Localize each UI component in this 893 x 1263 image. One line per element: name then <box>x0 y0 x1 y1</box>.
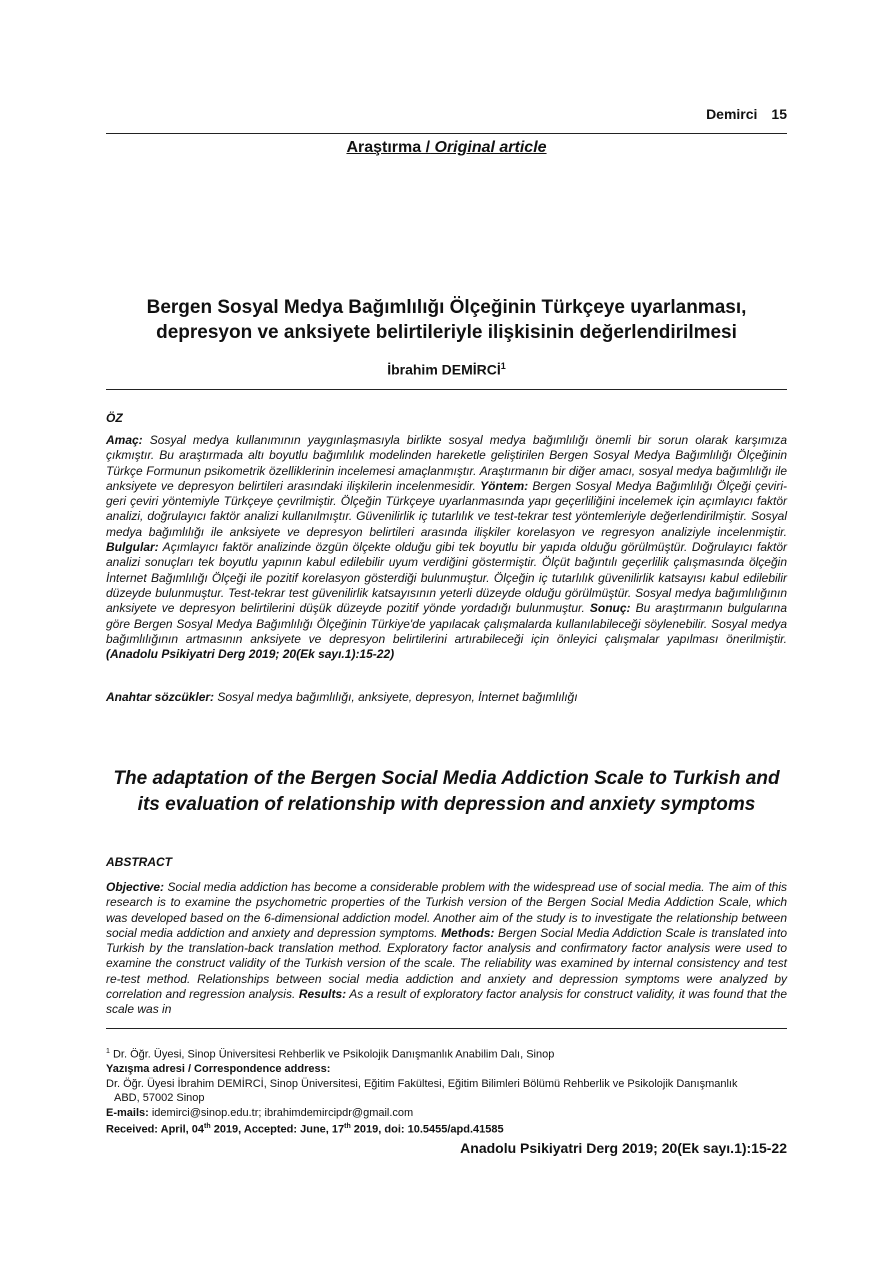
accepted-sup: th <box>344 1123 351 1131</box>
citation-tr: (Anadolu Psikiyatri Derg 2019; 20(Ek sayı.1):15-22) <box>106 647 395 662</box>
emails-label: E-mails: <box>106 1106 149 1119</box>
title-english: The adaptation of the Bergen Social Media Addiction Scale to Turkish and its evaluation of relationship with depression and anxiety symptoms <box>113 768 780 815</box>
bulgular-text: Açımlayıcı faktör analizinde özgün ölçekte olduğu gibi tek boyutlu bir yapıda olduğu görülmüştür. Doğrulayıcı faktör analizi sonuçları tek boyutlu yapının kabul edilebilir uyum verdiğini göstermiştir. Ölçüt bağıntılı geçerlilik çalışmasında ölçeğin İnternet Bağımlılığı Ölçeği ile pozitif korelasyon gösterdiği bulunmuştur. Ölçeğin iç tutarlılık güvenilirlik katsayısı kabul edilebilir düzeyde bulunmuştur. Test-tekrar test güvenilirlik katsayısının yeterli düzeyde olduğu görülmüştür. Sosyal medya bağımlılığının anksiyete ve depresyon belirtilerini düşük düzeyde pozitif yönde yordadığı bulunmuştur. <box>106 540 787 616</box>
yontem-text: Bergen Sosyal Medya Bağımlılığı Ölçeği çeviri-geri çeviri yöntemiyle Türkçeye çevrilmiştir. Ölçeğin Türkçeye uyarlanmasında yapı geçerliliğini incelemek için açımlayıcı faktör analizi, doğrulayıcı faktör analizi kullanılmıştır. Güvenilirlik iç tutarlılık ve test-tekrar test yöntemleriyle değerlendirilmiştir. Sosyal medya bağımlılığı ile anksiyete ve depresyon belirtileri arasında ilişkiler korelasyon ve regresyon analiziyle incelenmiştir. <box>106 478 788 539</box>
received-sup: th <box>204 1123 211 1131</box>
sonuc-text: Bu araştırmanın bulgularına göre Bergen Sosyal Medya Bağımlılığı Ölçeğinin Türkiye'de yapılacak çalışmalarda kullanılabileceği söylenebilir. Sosyal medya bağımlılığının artmasının anksiyete ve depresyon belirtilerini artırabileceği için önleyici çalışmalar yapılması önerilmiştir. <box>106 601 787 646</box>
oz-heading: ÖZ <box>106 411 123 425</box>
results-label: Results: <box>298 987 347 1002</box>
correspondence-label: Yazışma adresi / Correspondence address: <box>106 1063 331 1076</box>
emails-text: idemirci@sinop.edu.tr; ibrahimdemircipdr@gmail.com <box>148 1106 414 1119</box>
footnote-affiliation <box>106 1045 787 1062</box>
sonuc-label: Sonuç: <box>589 601 631 616</box>
received-label: Received: April, 04 <box>106 1123 205 1136</box>
amac-text: Sosyal medya kullanımının yaygınlaşmasıyla birlikte sosyal medya bağımlılığı önemli bir sorun olarak karşımıza çıkmıştır. Bu araştırmada altı boyutlu bağımlılık modelinden hareketle geliştirilen Bergen Sosyal Medya Bağımlılığı Ölçeğinin Türkçe Formunun psikometrik özelliklerinin incelemesi amaçlanmıştır. Araştırmanın bir diğer amacı, sosyal medya bağımlılığı ile anksiyete ve depresyon belirtileri arasındaki ilişkilerin incelenmesidir. <box>106 433 787 493</box>
results-text: As a result of exploratory factor analysis for construct validity, it was found that the scale was in <box>106 987 787 1017</box>
keywords-label: Anahtar sözcükler: <box>106 690 215 704</box>
keywords-turkish <box>106 690 787 704</box>
amac-label: Amaç: <box>106 433 143 447</box>
methods-text: Bergen Social Media Addiction Scale is translated into Turkish by the translation-back translation method. Exploratory factor analysis and confirmatory factor analysis were used to examine the construct validity of the Turkish version of the scale. The reliability was examined by internal consistency and test re-test method. Relationships between social media addiction and anxiety and depression symptoms were analyzed by correlation and regression analysis. <box>106 925 787 1002</box>
header-rule <box>106 133 787 134</box>
footnotes <box>106 1045 787 1137</box>
bulgular-label: Bulgular: <box>106 540 159 555</box>
objective-text: Social media addiction has become a considerable problem with the widespread use of social media. The aim of this research is to examine the psychometric properties of the Turkish version of the Bergen Social Media Addiction Scale, which was developed based on the 6-dimensional addiction model. Another aim of the study is to investigate the relationship between social media addiction and anxiety and depression symptoms. <box>106 880 787 940</box>
author-affiliation-mark: 1 <box>500 361 506 371</box>
footnote-affiliation-text: Dr. Öğr. Üyesi, Sinop Üniversitesi Rehberlik ve Psikolojik Danışmanlık Anabilim Dalı, Sinop <box>109 1048 555 1061</box>
objective-label: Objective: <box>106 880 165 894</box>
received-accepted-line <box>106 1120 787 1137</box>
abstract-turkish <box>106 433 787 662</box>
article-type-tr: Araştırma / <box>346 139 431 156</box>
author-line <box>0 361 893 378</box>
author-rule <box>106 389 787 390</box>
running-header-author: Demirci <box>706 106 758 122</box>
author-name: İbrahim DEMİRCİ <box>387 361 501 378</box>
footnote-mark: 1 <box>106 1048 110 1055</box>
accepted-doi: 2019, doi: 10.5455/apd.41585 <box>350 1123 504 1136</box>
title-turkish: Bergen Sosyal Medya Bağımlılığı Ölçeğinin Türkçeye uyarlanması, depresyon ve anksiyete belirtileriyle ilişkisinin değerlendirilmesi <box>146 297 747 343</box>
correspondence-line-1: Dr. Öğr. Üyesi İbrahim DEMİRCİ, Sinop Üniversitesi, Eğitim Fakültesi, Eğitim Bilimleri Bölümü Rehberlik ve Psikolojik Danışmanlık <box>106 1077 738 1090</box>
received-year-accepted: 2019, Accepted: June, 17 <box>210 1123 345 1136</box>
article-type-en: Original article <box>434 139 547 156</box>
running-header <box>706 106 787 122</box>
page-number: 15 <box>771 106 787 122</box>
article-type <box>0 139 893 157</box>
emails-line <box>106 1106 787 1121</box>
keywords-text: Sosyal medya bağımlılığı, anksiyete, depresyon, İnternet bağımlılığı <box>214 690 578 704</box>
journal-footer: Anadolu Psikiyatri Derg 2019; 20(Ek sayı.1):15-22 <box>460 1140 787 1156</box>
abstract-heading: ABSTRACT <box>106 855 172 869</box>
methods-label: Methods: <box>441 925 495 940</box>
abstract-english <box>106 880 787 1018</box>
correspondence-line-2: ABD, 57002 Sinop <box>114 1092 205 1105</box>
yontem-label: Yöntem: <box>480 478 529 493</box>
footnote-rule <box>106 1028 787 1029</box>
